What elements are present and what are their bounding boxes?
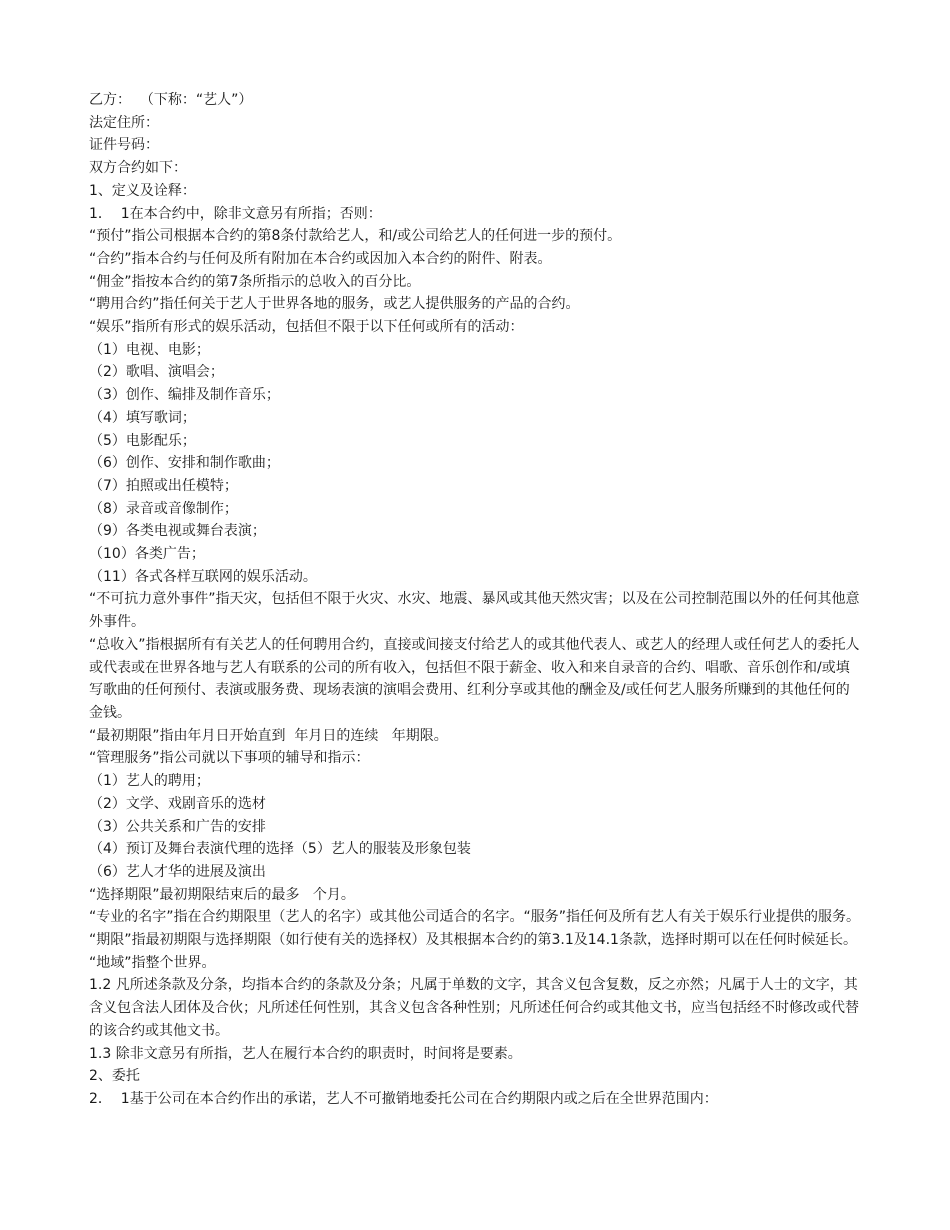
definition-professional-name: “专业的名字”指在合约期限里（艺人的名字）或其他公司适合的名字。“服务”指任何及所有艺人有关于娱乐行业提供的服务。 xyxy=(89,909,861,926)
definition-advance: “预付”指公司根据本合约的第8条付款给艺人，和/或公司给艺人的任何进一步的预付。 xyxy=(89,228,622,245)
list-item: （7）拍照或出任模特； xyxy=(89,477,238,494)
definition-engagement-contract: “聘用合约”指任何关于艺人于世界各地的服务，或艺人提供服务的产品的合约。 xyxy=(89,296,580,313)
definition-management-services: “管理服务”指公司就以下事项的辅导和指示： xyxy=(89,750,370,767)
list-item: （1）艺人的聘用； xyxy=(89,773,210,790)
section-2-heading: 2、委托 xyxy=(89,1068,140,1085)
list-item: （6）艺人才华的进展及演出 xyxy=(89,863,266,880)
clause-2-1: 2． 1基于公司在本合约作出的承诺，艺人不可撤销地委托公司在合约期限内或之后在全世界范围内： xyxy=(89,1090,718,1107)
list-item: （3）创作、编排及制作音乐； xyxy=(89,387,280,404)
legal-address-line: 法定住所： xyxy=(89,114,159,131)
definition-gross-income: “总收入”指根据所有有关艺人的任何聘用合约，直接或间接支付给艺人的或其他代表人、或艺人的经理人或任何艺人的委托人或代表或在世界各地与艺人有联系的公司的所有收入，包括但不限于薪金、收入和来自录音的合约、唱歌、音乐创作和/或填写歌曲的任何预付、表演或服务费、现场表演的演唱会费用、红利分享或其他的酬金及/或任何艺人服务所赚到的其他任何的金钱。 xyxy=(89,636,860,721)
list-item: （5）电影配乐； xyxy=(89,432,196,449)
list-item: （9）各类电视或舞台表演； xyxy=(89,523,266,540)
document-body xyxy=(89,89,861,1111)
id-number-line: 证件号码： xyxy=(89,137,159,154)
list-item: （4）预订及舞台表演代理的选择（5）艺人的服装及形象包装 xyxy=(89,841,471,858)
clause-1-2: 1.2 凡所述条款及分条，均指本合约的条款及分条；凡属于单数的文字，其含义包含复数，反之亦然；凡属于人士的文字，其含义包含法人团体及合伙；凡所述任何性别，其含义包含各种性别；凡所述任何合约或其他文书，应当包括经不时修改或代替的该合约或其他文书。 xyxy=(89,977,859,1039)
list-item: （10）各类广告； xyxy=(89,546,205,563)
section-1-heading: 1、定义及诠释： xyxy=(89,182,196,199)
list-item: （1）电视、电影； xyxy=(89,341,210,358)
clause-1-1: 1． 1在本合约中，除非文意另有所指；否则： xyxy=(89,205,382,222)
clause-1-3: 1.3 除非文意另有所指，艺人在履行本合约的职责时，时间将是要素。 xyxy=(89,1045,522,1062)
definition-option-period: “选择期限”最初期限结束后的最多 个月。 xyxy=(89,886,355,903)
list-item: （2）歌唱、演唱会； xyxy=(89,364,224,381)
definition-territory: “地域”指整个世界。 xyxy=(89,954,216,971)
definition-initial-term: “最初期限”指由年月日开始直到 年月日的连续 年期限。 xyxy=(89,727,448,744)
list-item: （11）各式各样互联网的娱乐活动。 xyxy=(89,568,317,585)
list-item: （2）文学、戏剧音乐的选材 xyxy=(89,795,266,812)
list-item: （6）创作、安排和制作歌曲； xyxy=(89,455,280,472)
list-item: （4）填写歌词； xyxy=(89,409,196,426)
definition-commission: “佣金”指按本合约的第7条所指示的总收入的百分比。 xyxy=(89,273,421,290)
list-item: （8）录音或音像制作； xyxy=(89,500,238,517)
agreement-intro-line: 双方合约如下： xyxy=(89,160,187,177)
definition-contract: “合约”指本合约与任何及所有附加在本合约或因加入本合约的附件、附表。 xyxy=(89,250,552,267)
definition-term: “期限”指最初期限与选择期限（如行使有关的选择权）及其根据本合约的第3.1及14.1条款，选择时期可以在任何时候延长。 xyxy=(89,932,857,949)
definition-force-majeure: “不可抗力意外事件”指天灾，包括但不限于火灾、水灾、地震、暴风或其他天然灾害；以及在公司控制范围以外的任何其他意外事件。 xyxy=(89,591,860,631)
party-b-line: 乙方： （下称：“艺人”） xyxy=(89,92,253,108)
definition-entertainment: “娱乐”指所有形式的娱乐活动，包括但不限于以下任何或所有的活动： xyxy=(89,319,524,336)
list-item: （3）公共关系和广告的安排 xyxy=(89,818,266,835)
